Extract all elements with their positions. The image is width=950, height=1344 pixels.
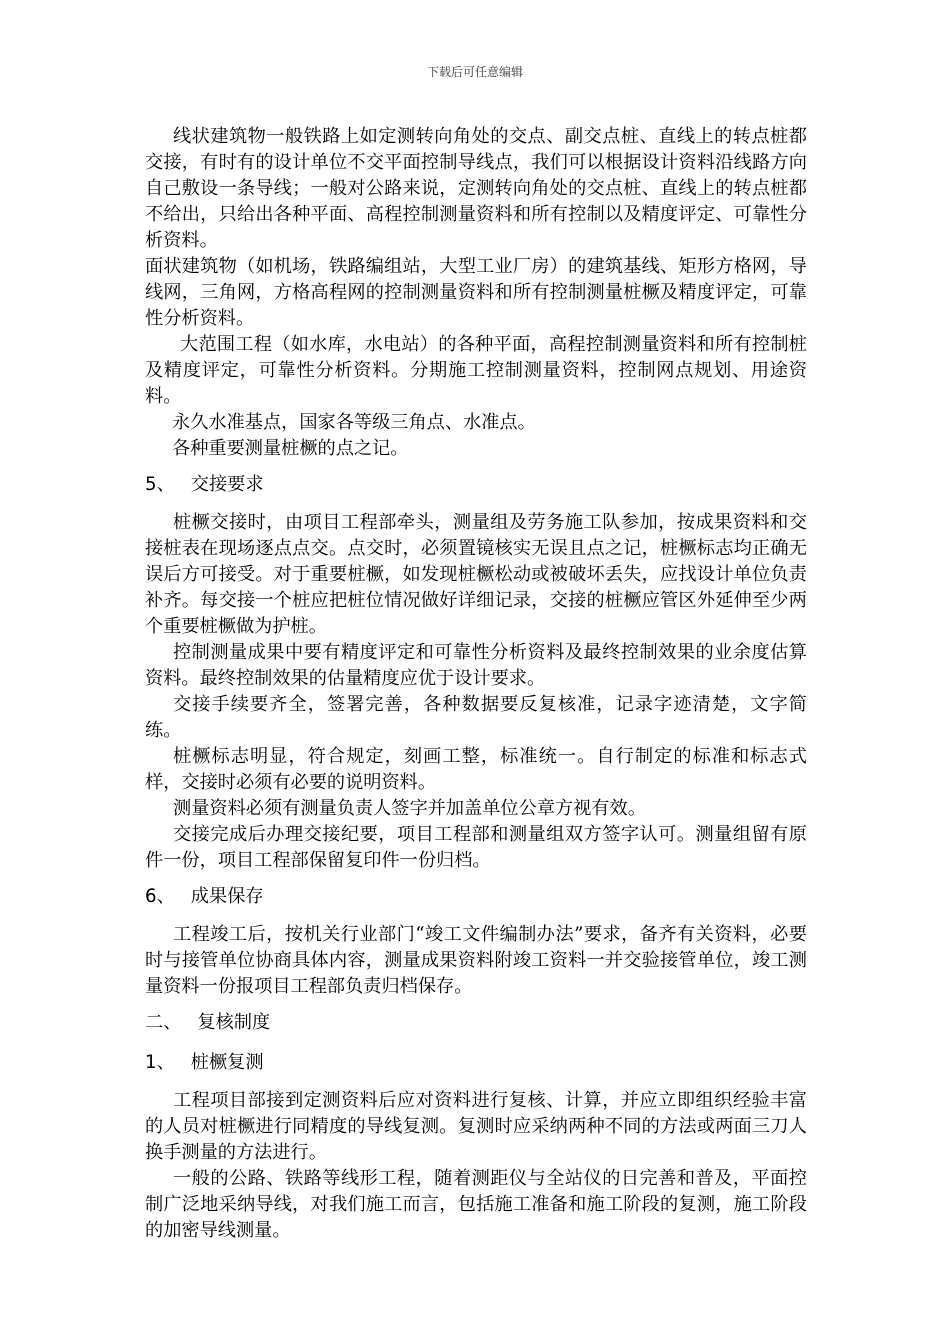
document-body bbox=[145, 124, 807, 1244]
section-number: 5、 bbox=[145, 474, 175, 495]
section-heading bbox=[145, 1050, 807, 1076]
paragraph: 工程项目部接到定测资料后应对资料进行复核、计算，并应立即组织经验丰富的人员对桩橛进行同精度的导线复测。复测时应采纳两种不同的方法或两面三刀人换手测量的方法进行。 bbox=[145, 1090, 807, 1163]
paragraph: 一般的公路、铁路等线形工程，随着测距仪与全站仪的日完善和普及，平面控制广泛地采纳导线，对我们施工而言，包括施工准备和施工阶段的复测，施工阶段的加密导线测量。 bbox=[145, 1168, 807, 1241]
section-number: 1、 bbox=[145, 1052, 175, 1073]
page-header: 下载后可任意编辑 bbox=[426, 65, 523, 79]
section-number: 6、 bbox=[145, 886, 175, 907]
section-heading bbox=[145, 884, 807, 910]
section-heading bbox=[145, 472, 807, 498]
paragraph: 面状建筑物（如机场，铁路编组站，大型工业厂房）的建筑基线、矩形方格网，导线网，三角网，方格高程网的控制测量资料和所有控制测量桩橛及精度评定，可靠性分析资料。 bbox=[145, 256, 807, 329]
paragraph: 测量资料必须有测量负责人签字并加盖单位公章方视有效。 bbox=[173, 798, 646, 819]
paragraph: 线状建筑物一般铁路上如定测转向角处的交点、副交点桩、直线上的转点桩都交接，有时有的设计单位不交平面控制导线点，我们可以根据设计资料沿线路方向自己敷设一条导线；一般对公路来说，定测转向角处的交点桩、直线上的转点桩都不给出，只给出各种平面、高程控制测量资料和所有控制以及精度评定、可靠性分析资料。 bbox=[145, 126, 807, 251]
section-title: 复核制度 bbox=[197, 1012, 271, 1033]
paragraph: 大范围工程（如水库，水电站）的各种平面，高程控制测量资料和所有控制桩及精度评定，可靠性分析资料。分期施工控制测量资料，控制网点规划、用途资料。 bbox=[145, 334, 807, 407]
paragraph: 永久水准基点，国家各等级三角点、水准点。 bbox=[172, 412, 536, 433]
paragraph: 工程竣工后，按机关行业部门“竣工文件编制办法”要求，备齐有关资料，必要时与接管单位协商具体内容，测量成果资料附竣工资料一并交验接管单位，竣工测量资料一份报项目工程部负责归档保存。 bbox=[145, 924, 807, 997]
section-title: 桩橛复测 bbox=[190, 1052, 264, 1073]
paragraph: 各种重要测量桩橛的点之记。 bbox=[172, 438, 409, 459]
section-number: 二、 bbox=[145, 1012, 182, 1033]
section-title: 成果保存 bbox=[190, 886, 264, 907]
paragraph: 桩橛交接时，由项目工程部牵头，测量组及劳务施工队参加，按成果资料和交接桩表在现场逐点点交。点交时，必须置镜核实无误且点之记，桩橛标志均正确无误后方可接受。对于重要桩橛，如发现桩橛松动或被破坏丢失，应找设计单位负责补齐。每交接一个桩应把桩位情况做好详细记录，交接的桩橛应管区外延伸至少两个重要桩橛做为护桩。 bbox=[145, 512, 807, 637]
section-heading bbox=[145, 1010, 807, 1036]
paragraph: 控制测量成果中要有精度评定和可靠性分析资料及最终控制效果的业余度估算资料。最终控制效果的估量精度应优于设计要求。 bbox=[145, 642, 807, 689]
paragraph: 交接手续要齐全，签署完善，各种数据要反复核准，记录字迹清楚，文字简练。 bbox=[145, 694, 807, 741]
section-title: 交接要求 bbox=[190, 474, 264, 495]
paragraph: 交接完成后办理交接纪要，项目工程部和测量组双方签字认可。测量组留有原件一份，项目工程部保留复印件一份归档。 bbox=[145, 824, 807, 871]
paragraph: 桩橛标志明显，符合规定，刻画工整，标准统一。自行制定的标准和标志式样，交接时必须有必要的说明资料。 bbox=[145, 746, 807, 793]
